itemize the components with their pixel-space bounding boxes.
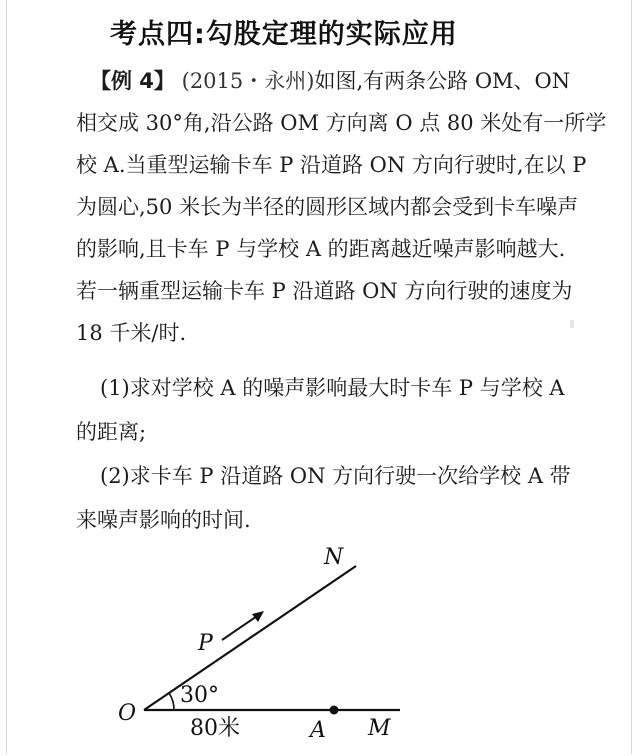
figure-svg: [100, 540, 420, 750]
distance-label: 80米: [190, 716, 240, 741]
problem-line-3: 校 A.当重型运输卡车 P 沿道路 ON 方向行驶时,在以 P: [76, 153, 587, 177]
label-a: A: [310, 718, 326, 743]
question-1: [76, 366, 596, 454]
question-2: [76, 454, 596, 542]
road-on-line: [144, 566, 356, 710]
problem-line-6: 若一辆重型运输卡车 P 沿道路 ON 方向行驶的速度为: [76, 279, 573, 303]
problem-text-1: 如图,有两条公路 OM、ON: [314, 69, 571, 93]
question-2-line-2: 来噪声影响的时间.: [76, 508, 251, 532]
section-title: 考点四:勾股定理的实际应用: [110, 19, 458, 50]
label-p: P: [198, 631, 213, 656]
angle-label: 30°: [180, 683, 219, 708]
problem-line-2: 相交成 30°角,沿公路 OM 方向离 O 点 80 米处有一所学: [76, 111, 607, 135]
point-a-dot: [330, 706, 339, 715]
scan-artifact: [570, 320, 574, 328]
question-2-line-1: (2)求卡车 P 沿道路 ON 方向行驶一次给学校 A 带: [100, 464, 571, 488]
geometry-figure: [100, 540, 420, 750]
question-1-line-2: 的距离;: [76, 420, 147, 444]
problem-line-4: 为圆心,50 米长为半径的圆形区域内都会受到卡车噪声: [76, 195, 579, 219]
label-n: N: [324, 545, 344, 570]
angle-arc: [169, 693, 174, 710]
problem-line-1: [76, 60, 596, 102]
problem-line-7: 18 千米/时.: [76, 321, 187, 345]
problem-line-5: 的影响,且卡车 P 与学校 A 的距离越近噪声影响越大.: [76, 237, 566, 261]
example-label: 【例 4】: [90, 69, 175, 93]
example-problem: [76, 60, 607, 354]
question-1-line-1: (1)求对学校 A 的噪声影响最大时卡车 P 与学校 A: [100, 376, 565, 400]
label-m: M: [368, 716, 391, 741]
label-o: O: [118, 701, 137, 726]
direction-arrow-head: [252, 611, 264, 622]
example-source: (2015・永州): [181, 69, 315, 93]
